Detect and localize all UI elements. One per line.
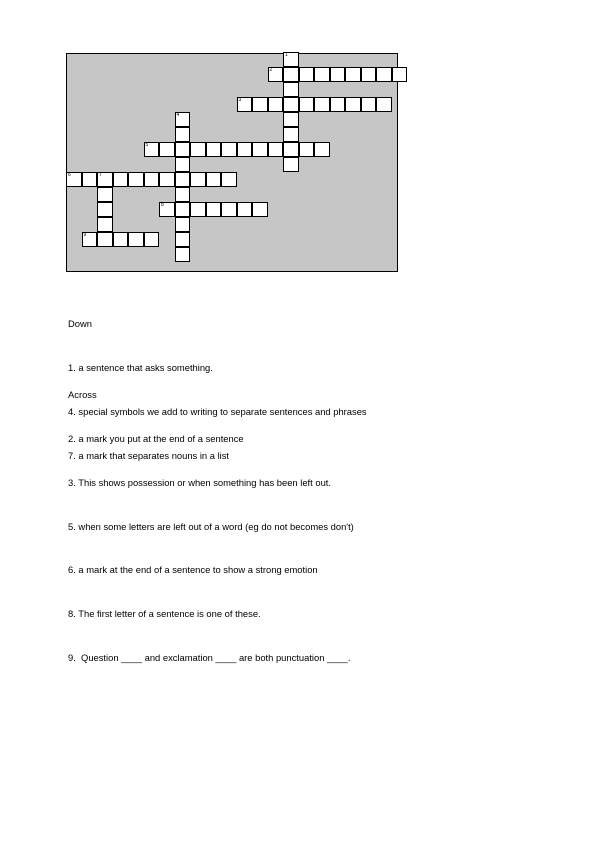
crossword-cell[interactable]	[190, 172, 206, 187]
crossword-cell[interactable]	[361, 97, 377, 112]
crossword-cell[interactable]	[299, 97, 315, 112]
crossword-cell[interactable]	[159, 202, 175, 217]
crossword-cell[interactable]	[175, 217, 191, 232]
crossword-cell[interactable]	[314, 142, 330, 157]
across-clue-2: 2. a mark you put at the end of a sentence	[68, 432, 244, 444]
crossword-cell[interactable]	[330, 67, 346, 82]
crossword-cell[interactable]	[128, 172, 144, 187]
crossword-cell[interactable]	[252, 97, 268, 112]
down-clue-4: 4. special symbols we add to writing to separate sentences and phrases	[68, 405, 367, 417]
crossword-cell[interactable]	[144, 142, 160, 157]
crossword-cell[interactable]	[175, 232, 191, 247]
crossword-cell[interactable]	[221, 172, 237, 187]
crossword-cell[interactable]	[128, 232, 144, 247]
crossword-cell[interactable]	[283, 157, 299, 172]
down-clue-1: 1. a sentence that asks something.	[68, 361, 213, 373]
crossword-cell[interactable]	[283, 112, 299, 127]
crossword-cell[interactable]	[283, 52, 299, 67]
crossword-cell[interactable]	[175, 202, 191, 217]
crossword-grid	[66, 53, 398, 272]
clue-number: 5	[145, 142, 149, 148]
crossword-cell[interactable]	[206, 142, 222, 157]
clue-number: 2	[269, 67, 273, 73]
down-heading: Down	[68, 318, 92, 330]
crossword-cell[interactable]	[113, 232, 129, 247]
crossword-cell[interactable]	[144, 172, 160, 187]
crossword-cell[interactable]	[237, 202, 253, 217]
crossword-cell[interactable]	[175, 142, 191, 157]
clue-number: 7	[99, 172, 102, 178]
crossword-cell[interactable]	[175, 157, 191, 172]
crossword-cell[interactable]	[97, 172, 113, 187]
crossword-cell[interactable]	[345, 67, 361, 82]
clue-number: 3	[238, 97, 242, 103]
crossword-cell[interactable]	[252, 142, 268, 157]
crossword-cell[interactable]	[159, 142, 175, 157]
across-clue-9: 9. Question ____ and exclamation ____ are both punctuation ____.	[68, 651, 351, 663]
crossword-cell[interactable]	[299, 67, 315, 82]
crossword-cell[interactable]	[66, 172, 82, 187]
crossword-cell[interactable]	[283, 127, 299, 142]
crossword-cell[interactable]	[206, 172, 222, 187]
crossword-cell[interactable]	[144, 232, 160, 247]
crossword-cell[interactable]	[221, 142, 237, 157]
crossword-cell[interactable]	[283, 97, 299, 112]
crossword-cell[interactable]	[159, 172, 175, 187]
crossword-cell[interactable]	[299, 142, 315, 157]
crossword-cell[interactable]	[252, 202, 268, 217]
crossword-cell[interactable]	[97, 202, 113, 217]
crossword-cell[interactable]	[175, 172, 191, 187]
crossword-cell[interactable]	[283, 82, 299, 97]
crossword-cell[interactable]	[206, 202, 222, 217]
clue-number: 8	[161, 202, 164, 208]
crossword-cell[interactable]	[97, 187, 113, 202]
crossword-cell[interactable]	[268, 142, 284, 157]
clue-number: 4	[176, 112, 180, 118]
crossword-cell[interactable]	[175, 127, 191, 142]
crossword-cell[interactable]	[345, 97, 361, 112]
crossword-cell[interactable]	[97, 232, 113, 247]
across-clue-3: 3. This shows possession or when something has been left out.	[68, 476, 331, 488]
crossword-cell[interactable]	[237, 142, 253, 157]
clue-number: 6	[68, 172, 71, 178]
crossword-cell[interactable]	[376, 67, 392, 82]
crossword-cell[interactable]	[283, 67, 299, 82]
crossword-cell[interactable]	[221, 202, 237, 217]
crossword-cell[interactable]	[113, 172, 129, 187]
crossword-cell[interactable]	[330, 97, 346, 112]
crossword-cell[interactable]	[97, 217, 113, 232]
clue-number: 9	[83, 232, 87, 238]
crossword-cell[interactable]	[175, 247, 191, 262]
crossword-cell[interactable]	[268, 67, 284, 82]
crossword-cell[interactable]	[268, 97, 284, 112]
across-clue-8: 8. The first letter of a sentence is one of these.	[68, 608, 261, 620]
crossword-cell[interactable]	[175, 187, 191, 202]
across-clue-6: 6. a mark at the end of a sentence to show a strong emotion	[68, 564, 318, 576]
across-clues	[68, 359, 354, 680]
crossword-cell[interactable]	[314, 67, 330, 82]
crossword-cell[interactable]	[175, 112, 191, 127]
crossword-cell[interactable]	[392, 67, 408, 82]
crossword-cell[interactable]	[314, 97, 330, 112]
crossword-cell[interactable]	[190, 142, 206, 157]
across-heading: Across	[68, 389, 97, 401]
down-clue-7: 7. a mark that separates nouns in a list	[68, 449, 230, 461]
crossword-cell[interactable]	[82, 232, 98, 247]
crossword-cell[interactable]	[237, 97, 253, 112]
crossword-cell[interactable]	[190, 202, 206, 217]
across-clue-5: 5. when some letters are left out of a word (eg do not becomes don't)	[68, 520, 354, 532]
clue-number: 1	[285, 52, 288, 58]
crossword-cell[interactable]	[376, 97, 392, 112]
crossword-cell[interactable]	[361, 67, 377, 82]
crossword-cell[interactable]	[283, 142, 299, 157]
crossword-cell[interactable]	[82, 172, 98, 187]
